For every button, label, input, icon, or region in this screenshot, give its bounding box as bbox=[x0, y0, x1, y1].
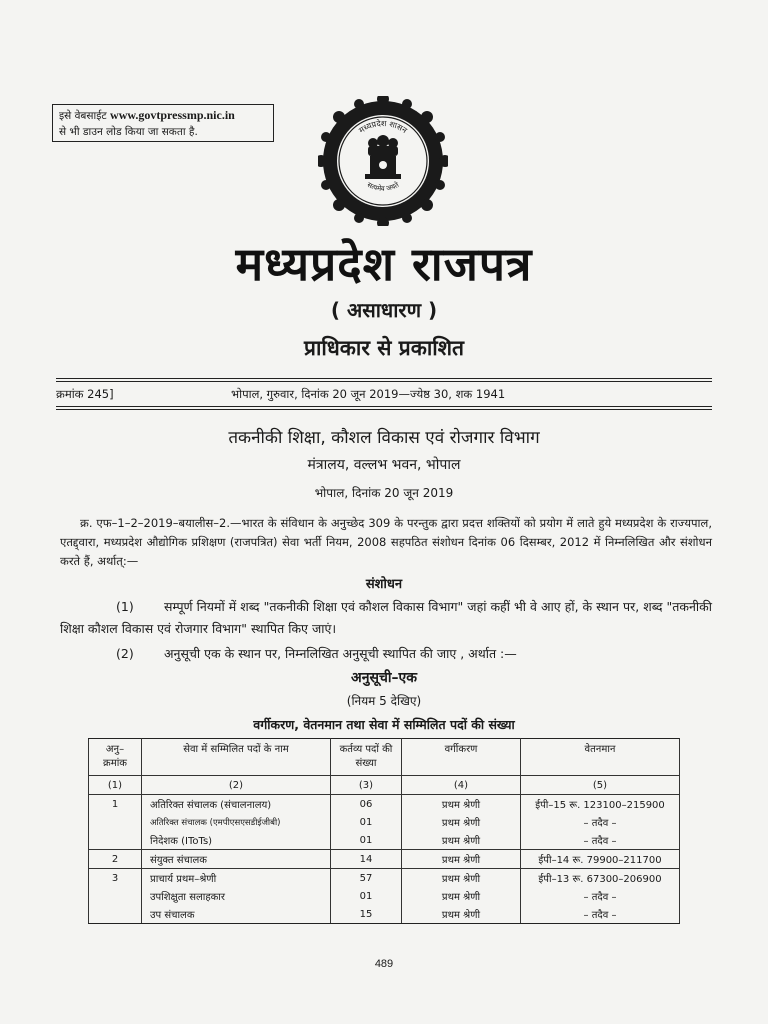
notice-line-1: इसे वेबसाईट www.govtpressmp.nic.in bbox=[59, 108, 235, 122]
amendment-item-1: (1) सम्पूर्ण नियमों में शब्द "तकनीकी शिक्षा एवं कौशल विकास विभाग" जहां कहीं भी वे आए हों, के स्थान पर, शब्द "तकनीकी शिक्षा कौशल विकास एवं रोजगार विभाग" स्थापित किए जाएं। bbox=[60, 599, 712, 636]
table-header-row bbox=[89, 739, 680, 776]
table-row: 2 संयुक्त संचालक 14 प्रथम श्रेणी ईपी–14 रू. 79900–211700 bbox=[89, 850, 680, 869]
table-row: 3 प्राचार्य प्रथम–श्रेणी 57 प्रथम श्रेणी ईपी–13 रू. 67300–206900 bbox=[89, 869, 680, 888]
col-header-count: कर्तव्य पदों की संख्या bbox=[331, 739, 402, 776]
table-row: 1 अतिरिक्त संचालक (संचालनालय) 06 प्रथम श्रेणी ईपी–15 रू. 123100–215900 bbox=[89, 795, 680, 814]
seal-top-text: मध्यप्रदेश शासन bbox=[357, 118, 409, 136]
col-header-pay: वेतनमान bbox=[521, 739, 680, 776]
download-notice-box bbox=[52, 104, 274, 142]
table-row: उप संचालक 15 प्रथम श्रेणी – तदैव – bbox=[89, 905, 680, 924]
schedule-heading: अनुसूची–एक bbox=[351, 670, 417, 686]
notice-line-2: से भी डाउन लोड किया जा सकता है. bbox=[59, 126, 198, 138]
top-divider bbox=[56, 378, 712, 379]
authority-line: प्राधिकार से प्रकाशित bbox=[304, 336, 464, 360]
issue-date: भोपाल, गुरुवार, दिनांक 20 जून 2019—ज्येष्ठ 30, शक 1941 bbox=[231, 387, 506, 401]
col-header-class: वर्गीकरण bbox=[402, 739, 521, 776]
schedule-table bbox=[88, 738, 680, 924]
issue-number: क्रमांक 245] bbox=[56, 387, 114, 401]
top-divider-2 bbox=[56, 381, 712, 382]
table-row: अतिरिक्त संचालक (एमपीएसएसडीईजीबी) 01 प्रथम श्रेणी – तदैव – bbox=[89, 813, 680, 831]
preamble-paragraph: क्र. एफ–1–2–2019–बयालीस–2.—भारत के संविधान के अनुच्छेद 309 के परन्तुक द्वारा प्रदत्त शक्तियों को प्रयोग में लाते हुये मध्यप्रदेश के राज्यपाल, एतद्द्वारा, मध्यप्रदेश औद्योगिक प्रशिक्षण (राजपत्रित) सेवा भर्ती नियम, 2008 सहपठित संशोधन दिनांक 06 दिसम्बर, 2012 में निम्नलिखित और संशोधन करते हैं, अर्थात्:— bbox=[60, 516, 712, 568]
schedule-caption: वर्गीकरण, वेतनमान तथा सेवा में सम्मिलित पदों की संख्या bbox=[253, 717, 515, 732]
bottom-divider-2 bbox=[56, 409, 712, 410]
schedule-rule-ref: (नियम 5 देखिए) bbox=[346, 694, 422, 708]
col-header-post: सेवा में सम्मिलित पदों के नाम bbox=[142, 739, 331, 776]
website-link[interactable]: www.govtpressmp.nic.in bbox=[110, 108, 235, 122]
seal-motto: सत्यमेव जयते bbox=[365, 180, 401, 193]
column-index-row: (1) (2) (3) (4) (5) bbox=[89, 776, 680, 795]
table-row: उपशिक्षुता सलाहकार 01 प्रथम श्रेणी – तदैव – bbox=[89, 887, 680, 905]
amendment-item-2: (2) अनुसूची एक के स्थान पर, निम्नलिखित अनुसूची स्थापित की जाए , अर्थात :— bbox=[116, 646, 517, 661]
gazette-title: मध्यप्रदेश राजपत्र bbox=[235, 237, 533, 291]
notification-date: भोपाल, दिनांक 20 जून 2019 bbox=[314, 486, 454, 500]
ministry-address: मंत्रालय, वल्लभ भवन, भोपाल bbox=[307, 457, 461, 473]
table-row: निदेशक (IToTs) 01 प्रथम श्रेणी – तदैव – bbox=[89, 831, 680, 850]
amendment-heading: संशोधन bbox=[365, 577, 403, 592]
bottom-divider bbox=[56, 406, 712, 407]
state-emblem-seal bbox=[318, 96, 448, 226]
page-number: 489 bbox=[374, 958, 394, 970]
lion-capital-icon bbox=[365, 135, 401, 179]
col-header-sno: अनु– क्रमांक bbox=[89, 739, 142, 776]
gazette-subtitle: ( असाधारण ) bbox=[330, 298, 438, 322]
department-name: तकनीकी शिक्षा, कौशल विकास एवं रोजगार विभाग bbox=[228, 428, 540, 448]
